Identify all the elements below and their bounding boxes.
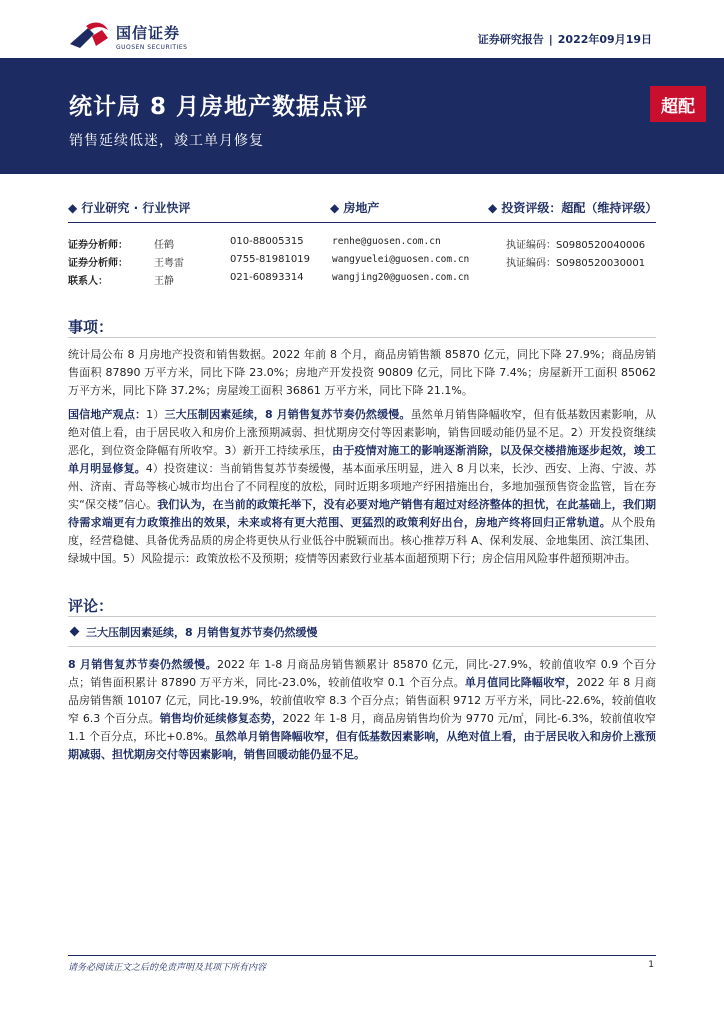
analyst-row <box>68 254 668 272</box>
divider <box>68 222 656 223</box>
investment-rating: ◆ 投资评级：超配（维持评级） <box>488 201 658 215</box>
report-date: 2022年09月19日 <box>557 33 652 46</box>
industry-label: ◆ 房地产 <box>330 201 380 215</box>
comment-text-3: 2022 年 1-8 月，商品房销售均价为 9770 元/㎡，同比-6.3%，较前值收窄 1.1 个百分点，环比+0.8%。 <box>68 712 657 743</box>
logo-en-text: GUOSEN SECURITIES <box>116 43 188 51</box>
report-type: 证券研究报告 <box>477 33 544 46</box>
meta-separator: | <box>548 33 553 46</box>
view-lead: 国信地产观点： <box>68 408 147 421</box>
rating-badge: 超配 <box>650 86 706 122</box>
comment-text-2: 2022 年 8 月商品房销售额 10107 亿元，同比-19.9%，较前值收窄 8.3 个百分点；销售面积 9712 万平方米，同比-22.6%，较前值收窄 6.3 个百分点。 <box>68 676 657 725</box>
view-highlight-1: 三大压制因素延续，8 月销售复苏节奏仍然缓慢。 <box>164 408 411 421</box>
analyst-role: 联系人： <box>68 276 108 287</box>
view-highlight-3: 我们认为，在当前的政策托举下，没有必要对地产销售有超过对经济整体的担忧，在此基础上，我们期待需求端更有力政策推出的效果，未来或将有更大范围、更猛烈的政策利好出台，房地产终将回归正常轨道。 <box>68 498 656 529</box>
view-text-1: 1） <box>146 408 165 421</box>
analyst-name: 王粤雷 <box>154 258 184 269</box>
analyst-name: 王静 <box>154 276 174 287</box>
comment-paragraph <box>68 656 656 764</box>
comment-subhead <box>68 624 656 646</box>
section-divider <box>68 616 656 617</box>
view-text-4: 从个股角度，经营稳健、具备优秀品质的房企将更快从行业低谷中脱颖而出。核心推荐万科 A、保利发展、金地集团、滨江集团、绿城中国。5）风险提示：政策放松不及预期；疫情等因素致行业基本面超预期下行；房企信用风险事件超预期冲击。 <box>68 516 657 565</box>
analyst-table <box>68 236 668 290</box>
footer-disclaimer: 请务必阅读正文之后的免责声明及其项下所有内容 <box>68 963 267 973</box>
report-title: 统计局 8 月房地产数据点评 <box>69 94 369 120</box>
page-number: 1 <box>648 960 654 970</box>
comment-highlight-4: 虽然单月销售降幅收窄，但有低基数因素影响，从绝对值上看，由于居民收入和房价上涨预期减弱、担忧期房交付等因素影响，销售回暖动能仍显不足。 <box>68 730 656 761</box>
analyst-row <box>68 272 668 290</box>
analyst-role: 证券分析师： <box>68 258 128 269</box>
view-paragraph <box>68 406 656 568</box>
analyst-cert: 执证编码：S0980520040006 <box>506 240 646 251</box>
analyst-phone: 021-60893314 <box>230 272 304 283</box>
logo-cn-text: 国信证券 <box>116 23 181 42</box>
analyst-email[interactable]: wangyuelei@guosen.com.cn <box>332 254 470 265</box>
footer-divider <box>68 955 656 956</box>
analyst-phone: 010-88005315 <box>230 236 304 247</box>
section-title-comment: 评论： <box>68 597 114 615</box>
research-type: ◆ 行业研究 · 行业快评 <box>68 201 191 215</box>
comment-text-1: 2022 年 1-8 月商品房销售额累计 85870 亿元，同比-27.9%，较前值收窄 0.9 个百分点；销售面积累计 87890 万平方米，同比-23.0%，较前值收窄 0.1 个百分点。 <box>68 658 656 689</box>
analyst-cert: 执证编码：S0980520030001 <box>506 258 646 269</box>
view-text-2: 虽然单月销售降幅收窄，但有低基数因素影响，从绝对值上看，由于居民收入和房价上涨预期减弱、担忧期房交付等因素影响，销售回暖动能仍显不足。2）开发投资继续恶化，到位资金降幅有所收窄。3）新开工持续承压， <box>68 408 657 457</box>
comment-highlight-3: 销售均价延续修复态势， <box>159 712 283 725</box>
analyst-email[interactable]: renhe@guosen.com.cn <box>332 236 441 247</box>
view-text-3: 4）投资建议：当前销售复苏节奏缓慢，基本面承压明显，进入 8 月以来，长沙、西安、上海、宁波、苏州、济南、青岛等核心城市均出台了不同程度的放松，同时近期多项地产纾困措施出台，多地加强预售资金监管，旨在夯实“保交楼”信心。 <box>68 462 656 511</box>
section-divider <box>68 337 656 338</box>
analyst-row <box>68 236 668 254</box>
comment-highlight-1: 8 月销售复苏节奏仍然缓慢。 <box>68 658 217 671</box>
diamond-bullet-icon <box>70 627 80 637</box>
subhead-divider <box>68 646 656 647</box>
analyst-role: 证券分析师： <box>68 240 128 251</box>
report-meta <box>478 31 652 47</box>
logo-mark-icon <box>68 20 112 52</box>
section-title-event: 事项： <box>68 318 114 336</box>
event-paragraph: 统计局公布 8 月房地产投资和销售数据。2022 年前 8 个月，商品房销售额 85870 亿元，同比下降 27.9%；商品房销售面积 87890 万平方米，同比下降 23.0%；房地产开发投资 90809 亿元，同比下降 7.4%；房屋新开工面积 85062 万平方米，同比下降 37.2%；房屋竣工面积 36861 万平方米，同比下降 21.1%。 <box>68 348 656 397</box>
title-banner <box>0 58 724 174</box>
company-logo <box>68 20 187 52</box>
analyst-phone: 0755-81981019 <box>230 254 310 265</box>
analyst-email[interactable]: wangjing20@guosen.com.cn <box>332 272 470 283</box>
page-header <box>0 0 724 58</box>
comment-subhead-text: 三大压制因素延续，8 月销售复苏节奏仍然缓慢 <box>86 626 318 639</box>
view-highlight-2: 由于疫情对施工的影响逐渐消除，以及保交楼措施逐步起效，竣工单月明显修复。 <box>68 444 657 475</box>
comment-highlight-2: 单月值同比降幅收窄， <box>464 676 577 689</box>
analyst-name: 任鹤 <box>154 240 174 251</box>
report-subtitle: 销售延续低迷，竣工单月修复 <box>69 133 264 149</box>
category-row <box>68 199 656 219</box>
